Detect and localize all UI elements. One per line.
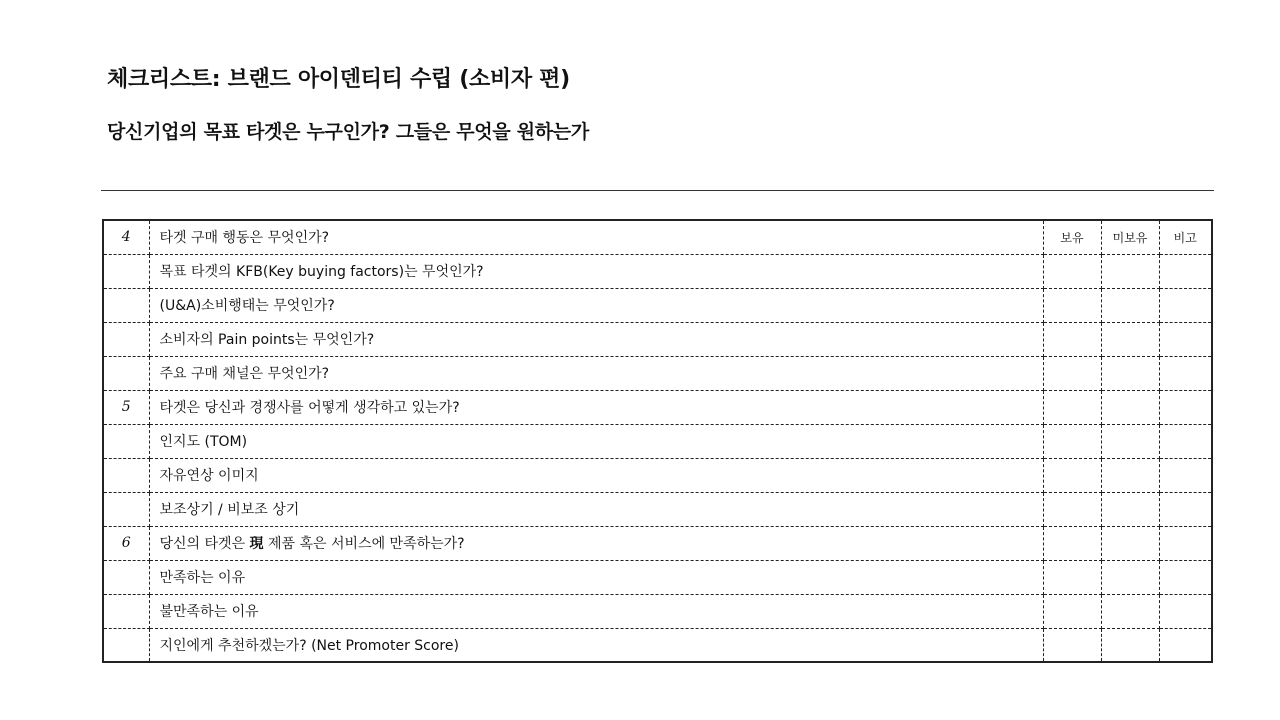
row-number (103, 254, 149, 288)
not-own-cell[interactable] (1101, 424, 1159, 458)
question-text (149, 526, 1043, 560)
table-row (103, 458, 1212, 492)
note-cell[interactable] (1159, 458, 1212, 492)
row-number: 6 (103, 526, 149, 560)
table-row (103, 322, 1212, 356)
not-own-cell[interactable] (1101, 390, 1159, 424)
own-cell[interactable] (1043, 390, 1101, 424)
question-text: 인지도 (TOM) (149, 424, 1043, 458)
note-cell[interactable] (1159, 288, 1212, 322)
note-cell[interactable] (1159, 390, 1212, 424)
row-number (103, 356, 149, 390)
table-row (103, 560, 1212, 594)
row-number (103, 322, 149, 356)
own-cell[interactable] (1043, 322, 1101, 356)
question-text: 타겟은 당신과 경쟁사를 어떻게 생각하고 있는가? (149, 390, 1043, 424)
not-own-cell[interactable] (1101, 560, 1159, 594)
table-row (103, 628, 1212, 662)
question-text-pre: 당신의 타겟은 (159, 536, 250, 552)
note-cell[interactable] (1159, 424, 1212, 458)
question-text: 타겟 구매 행동은 무엇인가? (149, 220, 1043, 254)
not-own-cell[interactable] (1101, 628, 1159, 662)
divider (101, 190, 1214, 191)
table-row (103, 356, 1212, 390)
own-cell[interactable] (1043, 288, 1101, 322)
table-row (103, 492, 1212, 526)
table-row (103, 254, 1212, 288)
table-row (103, 220, 1212, 254)
not-own-cell[interactable] (1101, 526, 1159, 560)
note-cell[interactable] (1159, 492, 1212, 526)
own-cell[interactable] (1043, 356, 1101, 390)
question-text-bold: 現 (249, 536, 264, 552)
row-number: 5 (103, 390, 149, 424)
question-text: 주요 구매 채널은 무엇인가? (149, 356, 1043, 390)
row-number (103, 628, 149, 662)
not-own-cell[interactable] (1101, 288, 1159, 322)
own-cell[interactable] (1043, 628, 1101, 662)
not-own-cell[interactable] (1101, 254, 1159, 288)
row-number (103, 424, 149, 458)
note-cell[interactable] (1159, 322, 1212, 356)
own-cell[interactable] (1043, 526, 1101, 560)
column-header-not-own: 미보유 (1101, 220, 1159, 254)
note-cell[interactable] (1159, 594, 1212, 628)
row-number (103, 560, 149, 594)
question-text: 만족하는 이유 (149, 560, 1043, 594)
question-text: 목표 타겟의 KFB(Key buying factors)는 무엇인가? (149, 254, 1043, 288)
row-number (103, 288, 149, 322)
question-text-post: 제품 혹은 서비스에 만족하는가? (263, 536, 465, 552)
table-row (103, 424, 1212, 458)
table-row (103, 594, 1212, 628)
note-cell[interactable] (1159, 628, 1212, 662)
own-cell[interactable] (1043, 458, 1101, 492)
column-header-note: 비고 (1159, 220, 1212, 254)
column-header-own: 보유 (1043, 220, 1101, 254)
checklist-table (102, 219, 1213, 663)
row-number: 4 (103, 220, 149, 254)
note-cell[interactable] (1159, 526, 1212, 560)
not-own-cell[interactable] (1101, 356, 1159, 390)
row-number (103, 594, 149, 628)
question-text: 지인에게 추천하겠는가? (Net Promoter Score) (149, 628, 1043, 662)
note-cell[interactable] (1159, 560, 1212, 594)
question-text: 보조상기 / 비보조 상기 (149, 492, 1043, 526)
not-own-cell[interactable] (1101, 322, 1159, 356)
own-cell[interactable] (1043, 492, 1101, 526)
page-title: 체크리스트: 브랜드 아이덴티티 수립 (소비자 편) (107, 67, 570, 92)
page-subtitle: 당신기업의 목표 타겟은 누구인가? 그들은 무엇을 원하는가 (107, 121, 589, 143)
table-row (103, 390, 1212, 424)
question-text: 자유연상 이미지 (149, 458, 1043, 492)
table-row (103, 288, 1212, 322)
question-text: (U&A)소비행태는 무엇인가? (149, 288, 1043, 322)
note-cell[interactable] (1159, 254, 1212, 288)
not-own-cell[interactable] (1101, 458, 1159, 492)
not-own-cell[interactable] (1101, 594, 1159, 628)
own-cell[interactable] (1043, 560, 1101, 594)
row-number (103, 492, 149, 526)
own-cell[interactable] (1043, 254, 1101, 288)
table-row (103, 526, 1212, 560)
question-text: 소비자의 Pain points는 무엇인가? (149, 322, 1043, 356)
row-number (103, 458, 149, 492)
own-cell[interactable] (1043, 594, 1101, 628)
own-cell[interactable] (1043, 424, 1101, 458)
question-text: 불만족하는 이유 (149, 594, 1043, 628)
note-cell[interactable] (1159, 356, 1212, 390)
not-own-cell[interactable] (1101, 492, 1159, 526)
